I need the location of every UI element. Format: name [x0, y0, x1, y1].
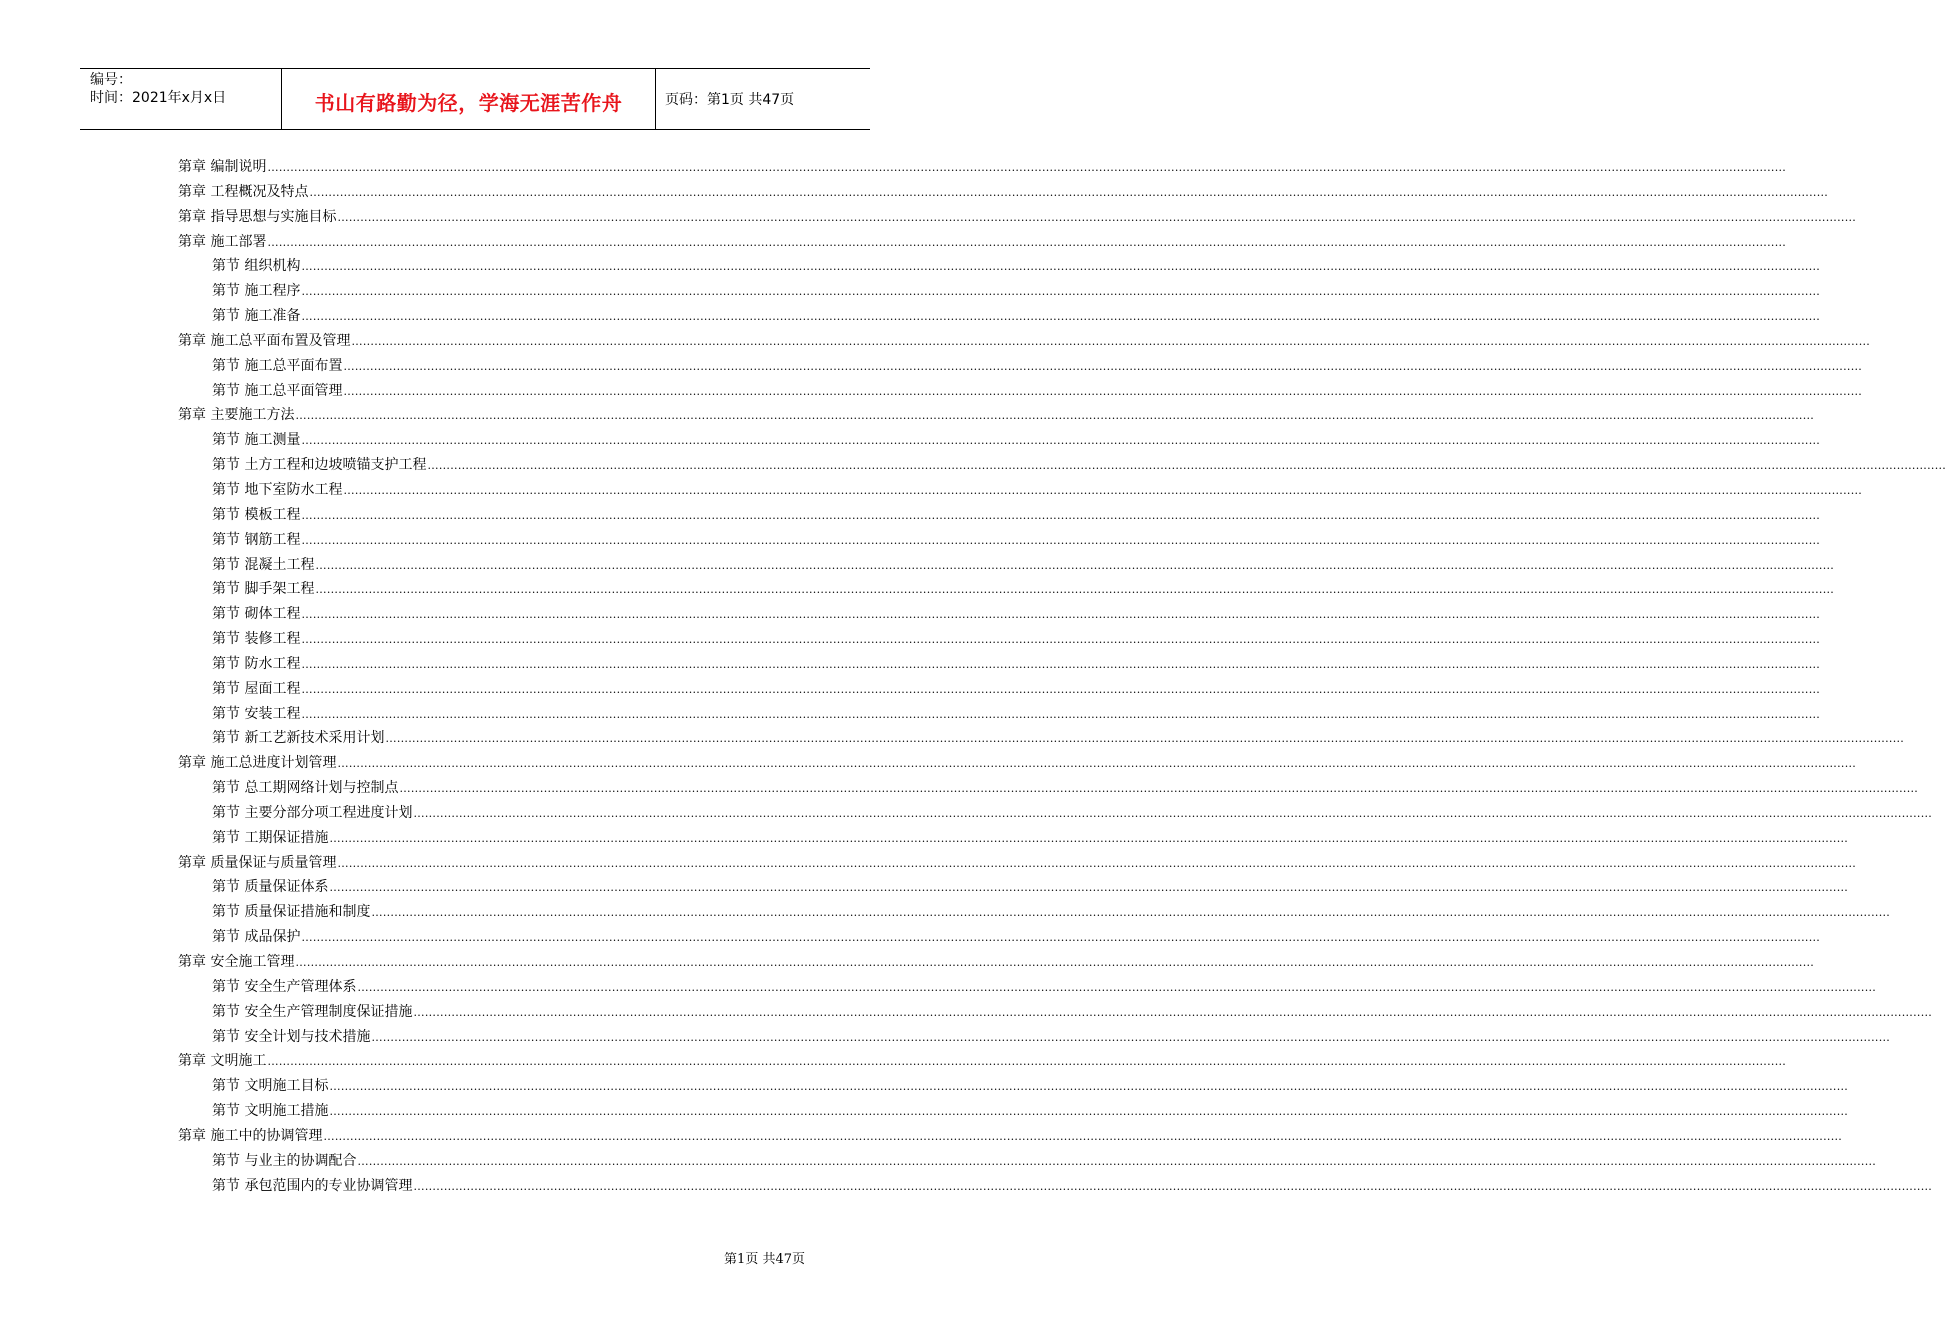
toc-dot-leader: ................................................................................................................................................................................................................................................................................................................................................................................................................ — [315, 558, 1835, 572]
toc-dot-leader: ................................................................................................................................................................................................................................................................................................................................................................................................................ — [329, 1105, 1849, 1119]
toc-chapter-entry[interactable] — [178, 205, 1857, 230]
toc-entry-title: 第节 安装工程 — [212, 705, 301, 722]
toc-entry-title: 第章 编制说明 — [178, 159, 267, 175]
toc-section-entry[interactable] — [178, 503, 1821, 528]
toc-entry-title: 第章 安全施工管理 — [178, 954, 295, 970]
toc-chapter-entry[interactable] — [178, 230, 1787, 255]
toc-chapter-entry[interactable] — [178, 329, 1871, 354]
toc-entry-title: 第节 安全生产管理体系 — [212, 978, 357, 995]
toc-entry-title: 第节 地下室防水工程 — [212, 481, 343, 498]
toc-section-entry[interactable] — [178, 577, 1835, 602]
toc-entry-title: 第节 施工总平面管理 — [212, 382, 343, 399]
toc-dot-leader: ................................................................................................................................................................................................................................................................................................................................................................................................................ — [301, 931, 1821, 945]
toc-dot-leader: ................................................................................................................................................................................................................................................................................................................................................................................................................ — [301, 533, 1821, 547]
toc-entry-title: 第节 文明施工措施 — [212, 1103, 329, 1120]
toc-dot-leader: ................................................................................................................................................................................................................................................................................................................................................................................................................ — [371, 906, 1891, 920]
header-motto-cell — [281, 69, 656, 129]
toc-chapter-entry[interactable] — [178, 851, 1857, 876]
toc-section-entry[interactable] — [178, 379, 1863, 404]
toc-chapter-entry[interactable] — [178, 1049, 1787, 1074]
toc-entry-title: 第节 混凝土工程 — [212, 556, 315, 573]
toc-section-entry[interactable] — [178, 602, 1821, 627]
toc-dot-leader: ................................................................................................................................................................................................................................................................................................................................................................................................................ — [427, 459, 1946, 473]
toc-dot-leader: ................................................................................................................................................................................................................................................................................................................................................................................................................ — [301, 310, 1821, 324]
toc-dot-leader: ................................................................................................................................................................................................................................................................................................................................................................................................................ — [301, 285, 1821, 299]
toc-dot-leader: ................................................................................................................................................................................................................................................................................................................................................................................................................ — [343, 483, 1863, 497]
toc-entry-title: 第章 施工中的协调管理 — [178, 1127, 323, 1144]
toc-entry-title: 第节 钢筋工程 — [212, 531, 301, 548]
toc-dot-leader: ................................................................................................................................................................................................................................................................................................................................................................................................................ — [357, 1154, 1877, 1168]
toc-entry-title: 第节 新工艺新技术采用计划 — [212, 730, 385, 747]
toc-chapter-entry[interactable] — [178, 751, 1857, 776]
toc-dot-leader: ................................................................................................................................................................................................................................................................................................................................................................................................................ — [323, 1129, 1843, 1143]
toc-section-entry[interactable] — [178, 677, 1821, 702]
toc-entry-title: 第节 成品保护 — [212, 929, 301, 946]
toc-entry-title: 第节 模板工程 — [212, 506, 301, 523]
toc-dot-leader: ................................................................................................................................................................................................................................................................................................................................................................................................................ — [343, 359, 1863, 373]
toc-dot-leader: ................................................................................................................................................................................................................................................................................................................................................................................................................ — [337, 856, 1857, 870]
toc-dot-leader: ................................................................................................................................................................................................................................................................................................................................................................................................................ — [301, 608, 1821, 622]
toc-section-entry[interactable] — [178, 1174, 1933, 1199]
toc-entry-title: 第节 防水工程 — [212, 655, 301, 672]
toc-section-entry[interactable] — [178, 428, 1821, 453]
document-date-label: 时间：2021年x月x日 — [90, 90, 227, 106]
toc-dot-leader: ................................................................................................................................................................................................................................................................................................................................................................................................................ — [329, 831, 1849, 845]
toc-dot-leader: ................................................................................................................................................................................................................................................................................................................................................................................................................ — [413, 1179, 1933, 1193]
table-of-contents — [178, 155, 1946, 1198]
toc-dot-leader: ................................................................................................................................................................................................................................................................................................................................................................................................................ — [413, 806, 1933, 820]
toc-entry-title: 第章 质量保证与质量管理 — [178, 854, 337, 871]
toc-dot-leader: ................................................................................................................................................................................................................................................................................................................................................................................................................ — [351, 334, 1871, 348]
toc-section-entry[interactable] — [178, 453, 1946, 478]
toc-entry-title: 第章 工程概况及特点 — [178, 183, 309, 200]
toc-entry-title: 第章 文明施工 — [178, 1053, 267, 1070]
toc-dot-leader: ................................................................................................................................................................................................................................................................................................................................................................................................................ — [267, 161, 1787, 174]
toc-entry-title: 第节 工期保证措施 — [212, 829, 329, 846]
toc-section-entry[interactable] — [178, 279, 1821, 304]
toc-dot-leader: ................................................................................................................................................................................................................................................................................................................................................................................................................ — [301, 707, 1821, 721]
toc-section-entry[interactable] — [178, 975, 1877, 1000]
toc-dot-leader: ................................................................................................................................................................................................................................................................................................................................................................................................................ — [399, 782, 1919, 796]
toc-dot-leader: ................................................................................................................................................................................................................................................................................................................................................................................................................ — [357, 980, 1877, 994]
toc-section-entry[interactable] — [178, 354, 1863, 379]
toc-chapter-entry[interactable] — [178, 180, 1829, 205]
toc-entry-title: 第节 文明施工目标 — [212, 1078, 329, 1095]
toc-dot-leader: ................................................................................................................................................................................................................................................................................................................................................................................................................ — [267, 235, 1787, 249]
toc-dot-leader: ................................................................................................................................................................................................................................................................................................................................................................................................................ — [315, 583, 1835, 597]
header-meta — [80, 69, 280, 129]
toc-chapter-entry[interactable] — [178, 950, 1815, 975]
document-number-label: 编号： — [90, 72, 132, 88]
toc-entry-title: 第章 施工总进度计划管理 — [178, 755, 337, 772]
toc-dot-leader: ................................................................................................................................................................................................................................................................................................................................................................................................................ — [295, 409, 1815, 423]
toc-section-entry[interactable] — [178, 304, 1821, 329]
toc-chapter-entry[interactable] — [178, 403, 1815, 428]
page-header — [80, 68, 870, 130]
toc-entry-title: 第节 主要分部分项工程进度计划 — [212, 804, 413, 821]
toc-dot-leader: ................................................................................................................................................................................................................................................................................................................................................................................................................ — [301, 260, 1821, 274]
toc-section-entry[interactable] — [178, 900, 1891, 925]
toc-section-entry[interactable] — [178, 652, 1821, 677]
toc-section-entry[interactable] — [178, 875, 1849, 900]
header-page-number: 页码：第1页 共47页 — [665, 92, 795, 108]
toc-chapter-entry[interactable] — [178, 1124, 1843, 1149]
toc-section-entry[interactable] — [178, 1000, 1933, 1025]
toc-dot-leader: ................................................................................................................................................................................................................................................................................................................................................................................................................ — [329, 881, 1849, 895]
toc-entry-title: 第节 总工期网络计划与控制点 — [212, 780, 399, 797]
header-page-cell — [655, 69, 870, 129]
toc-entry-title: 第章 施工部署 — [178, 233, 267, 250]
toc-dot-leader: ................................................................................................................................................................................................................................................................................................................................................................................................................ — [267, 1055, 1787, 1069]
toc-entry-title: 第节 施工总平面布置 — [212, 357, 343, 374]
toc-section-entry[interactable] — [178, 1099, 1849, 1124]
toc-dot-leader: ................................................................................................................................................................................................................................................................................................................................................................................................................ — [371, 1030, 1891, 1044]
toc-entry-title: 第节 安全计划与技术措施 — [212, 1028, 371, 1045]
toc-entry-title: 第节 与业主的协调配合 — [212, 1152, 357, 1169]
toc-dot-leader: ................................................................................................................................................................................................................................................................................................................................................................................................................ — [301, 508, 1821, 522]
toc-entry-title: 第节 质量保证措施和制度 — [212, 904, 371, 921]
toc-section-entry[interactable] — [178, 1074, 1849, 1099]
toc-section-entry[interactable] — [178, 726, 1905, 751]
toc-dot-leader: ................................................................................................................................................................................................................................................................................................................................................................................................................ — [309, 185, 1829, 199]
toc-section-entry[interactable] — [178, 925, 1821, 950]
toc-entry-title: 第节 安全生产管理制度保证措施 — [212, 1003, 413, 1020]
toc-dot-leader: ................................................................................................................................................................................................................................................................................................................................................................................................................ — [413, 1005, 1933, 1019]
toc-dot-leader: ................................................................................................................................................................................................................................................................................................................................................................................................................ — [337, 210, 1857, 224]
toc-entry-title: 第章 主要施工方法 — [178, 407, 295, 424]
toc-entry-title: 第节 施工程序 — [212, 283, 301, 300]
toc-entry-title: 第章 施工总平面布置及管理 — [178, 332, 351, 349]
toc-dot-leader: ................................................................................................................................................................................................................................................................................................................................................................................................................ — [301, 682, 1821, 696]
page-footer: 第1页 共47页 — [724, 1252, 805, 1267]
toc-dot-leader: ................................................................................................................................................................................................................................................................................................................................................................................................................ — [301, 657, 1821, 671]
toc-section-entry[interactable] — [178, 478, 1863, 503]
toc-section-entry[interactable] — [178, 1149, 1877, 1174]
toc-dot-leader: ................................................................................................................................................................................................................................................................................................................................................................................................................ — [343, 384, 1863, 398]
toc-section-entry[interactable] — [178, 553, 1835, 578]
toc-entry-title: 第节 脚手架工程 — [212, 581, 315, 598]
toc-section-entry[interactable] — [178, 776, 1919, 801]
toc-section-entry[interactable] — [178, 801, 1933, 826]
toc-dot-leader: ................................................................................................................................................................................................................................................................................................................................................................................................................ — [337, 757, 1857, 771]
toc-entry-title: 第节 质量保证体系 — [212, 879, 329, 896]
toc-entry-title: 第节 组织机构 — [212, 258, 301, 275]
toc-section-entry[interactable] — [178, 254, 1821, 279]
toc-section-entry[interactable] — [178, 702, 1821, 727]
toc-dot-leader: ................................................................................................................................................................................................................................................................................................................................................................................................................ — [295, 956, 1815, 969]
toc-entry-title: 第节 装修工程 — [212, 631, 301, 648]
toc-section-entry[interactable] — [178, 627, 1821, 652]
toc-entry-title: 第节 施工准备 — [212, 308, 301, 325]
toc-dot-leader: ................................................................................................................................................................................................................................................................................................................................................................................................................ — [329, 1080, 1849, 1094]
toc-entry-title: 第节 屋面工程 — [212, 680, 301, 697]
toc-section-entry[interactable] — [178, 1025, 1891, 1050]
toc-entry-title: 第节 砌体工程 — [212, 606, 301, 623]
toc-dot-leader: ................................................................................................................................................................................................................................................................................................................................................................................................................ — [301, 434, 1821, 448]
toc-section-entry[interactable] — [178, 528, 1821, 553]
toc-dot-leader: ................................................................................................................................................................................................................................................................................................................................................................................................................ — [301, 633, 1821, 647]
toc-dot-leader: ................................................................................................................................................................................................................................................................................................................................................................................................................ — [385, 732, 1905, 746]
toc-entry-title: 第节 土方工程和边坡喷锚支护工程 — [212, 457, 427, 474]
toc-section-entry[interactable] — [178, 826, 1849, 851]
toc-chapter-entry[interactable] — [178, 155, 1787, 180]
toc-entry-title: 第章 指导思想与实施目标 — [178, 208, 337, 225]
header-motto: 书山有路勤为径，学海无涯苦作舟 — [314, 91, 623, 115]
toc-entry-title: 第节 承包范围内的专业协调管理 — [212, 1177, 413, 1194]
toc-entry-title: 第节 施工测量 — [212, 432, 301, 449]
